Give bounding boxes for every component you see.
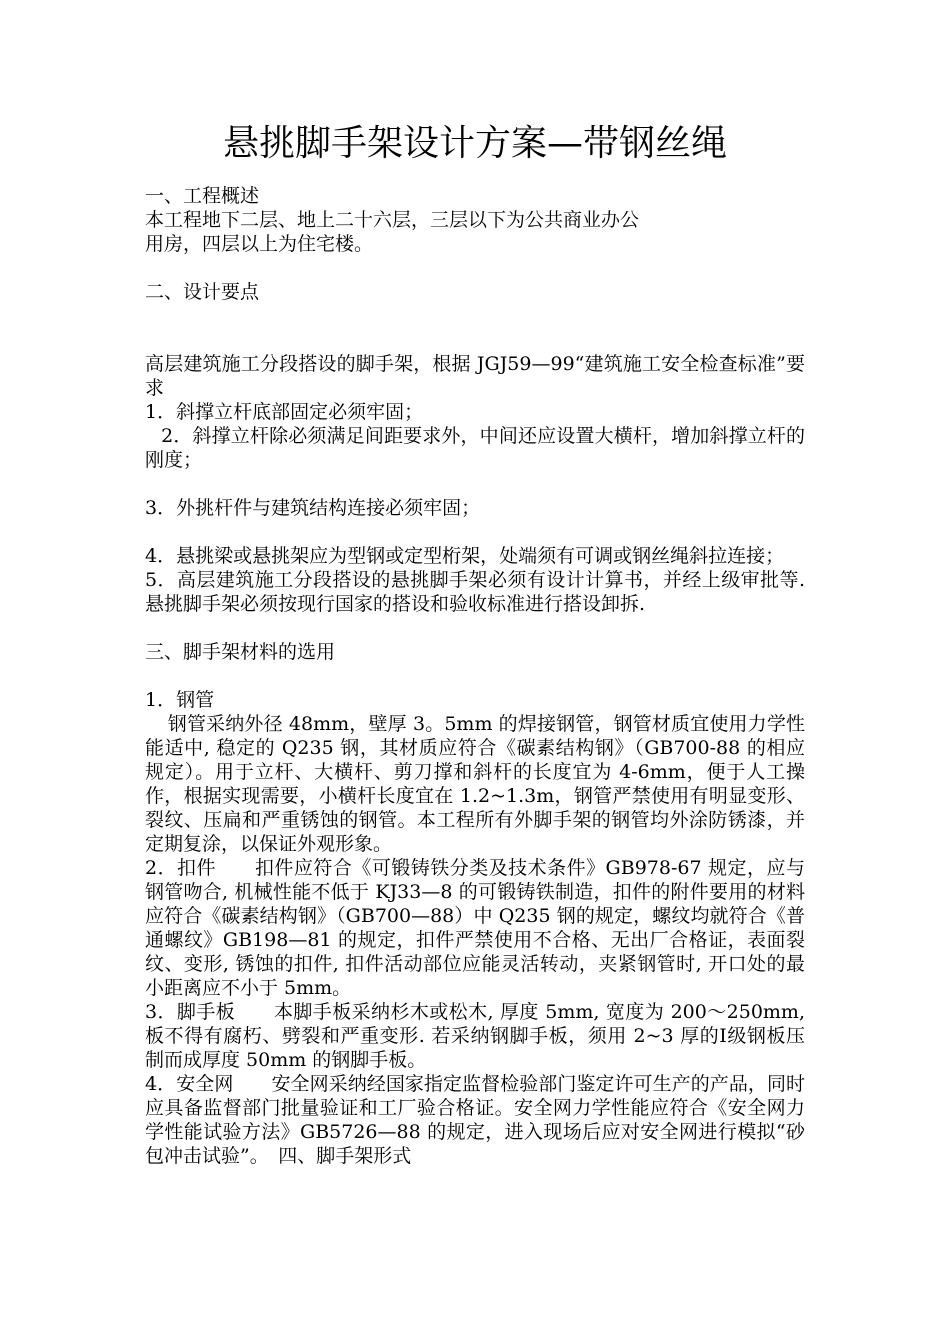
section2-item-5: 5．高层建筑施工分段搭设的悬挑脚手架必须有设计计算书，并经上级审批等.悬挑脚手架必须按现行国家的搭设和验收标准进行搭设卸拆.	[145, 569, 805, 615]
steel-pipe-body: 钢管采纳外径 48mm，壁厚 3。5mm 的焊接钢管，钢管材质宜使用力学性能适中, 稳定的 Q235 钢，其材质应符合《碳素结构钢》（GB700-88 的相应规定）。用于立杆、大横杆、剪刀撑和斜杆的长度宜为 4-6mm，便于人工操作，根据实现需要，小横杆长度宜在 1.2~1.3m，钢管严禁使用有明显变形、裂纹、压扁和严重锈蚀的钢管。本工程所有外脚手架的钢管均外涂防锈漆，并定期复涂，以保证外观形象。	[145, 713, 805, 855]
section2-item-2: 2．斜撑立杆除必须满足间距要求外，中间还应设置大横杆，增加斜撑立杆的刚度；	[145, 425, 805, 471]
safety-net-paragraph: 4．安全网 安全网采纳经国家指定监督检验部门鉴定许可生产的产品，同时应具备监督部门批量验证和工厂验合格证。安全网力学性能应符合《安全网力学性能试验方法》GB5726—88 的规定，进入现场后应对安全网进行模拟“砂包冲击试验”。 四、脚手架形式	[145, 1073, 805, 1167]
spacer	[145, 304, 805, 328]
section2-item-4: 4．悬挑梁或悬挑架应为型钢或定型桁架，处端须有可调或钢丝绳斜拉连接；	[145, 545, 785, 567]
section2-item-3: 3．外挑杆件与建筑结构连接必须牢固；	[145, 497, 481, 519]
spacer	[145, 616, 805, 640]
scaffold-board-paragraph: 3．脚手板 本脚手板采纳杉木或松木, 厚度 5mm, 宽度为 200～250mm, 板不得有腐朽、劈裂和严重变形. 若采纳钢脚手板，须用 2~3 厚的Ⅰ级钢板压制而成厚度 50mm 的钢脚手板。	[145, 1001, 805, 1071]
section2-intro: 高层建筑施工分段搭设的脚手架，根据 JGJ59—99“建筑施工安全检查标准”要求	[145, 353, 805, 399]
fastener-paragraph: 2．扣件 扣件应符合《可锻铸铁分类及技术条件》GB978-67 规定，应与钢管吻合, 机械性能不低于 KJ33—8 的可锻铸铁制造，扣件的附件要用的材料应符合《碳素结构钢》（GB700—88）中 Q235 钢的规定，螺纹均就符合《普通螺纹》GB198—81 的规定，扣件严禁使用不合格、无出厂合格证，表面裂纹、变形, 锈蚀的扣件, 扣件活动部位应能灵活转动，夹紧钢管时, 开口处的最小距离应不小于 5mm。	[145, 857, 805, 999]
spacer	[145, 328, 805, 352]
section1-body: 本工程地下二层、地上二十六层，三层以下为公共商业办公 用房，四层以上为住宅楼。	[145, 209, 640, 255]
spacer	[145, 472, 805, 496]
section2-heading: 二、设计要点	[145, 281, 260, 303]
section1-heading: 一、工程概述	[145, 185, 260, 207]
spacer	[145, 256, 805, 280]
spacer	[145, 520, 805, 544]
spacer	[145, 664, 805, 688]
section2-item-1: 1．斜撑立杆底部固定必须牢固；	[145, 401, 424, 423]
section3-heading: 三、脚手架材料的选用	[145, 641, 336, 663]
document-title: 悬挑脚手架设计方案—带钢丝绳	[222, 123, 727, 164]
steel-pipe-label: 1．钢管	[145, 689, 215, 711]
document-body	[145, 184, 805, 1168]
